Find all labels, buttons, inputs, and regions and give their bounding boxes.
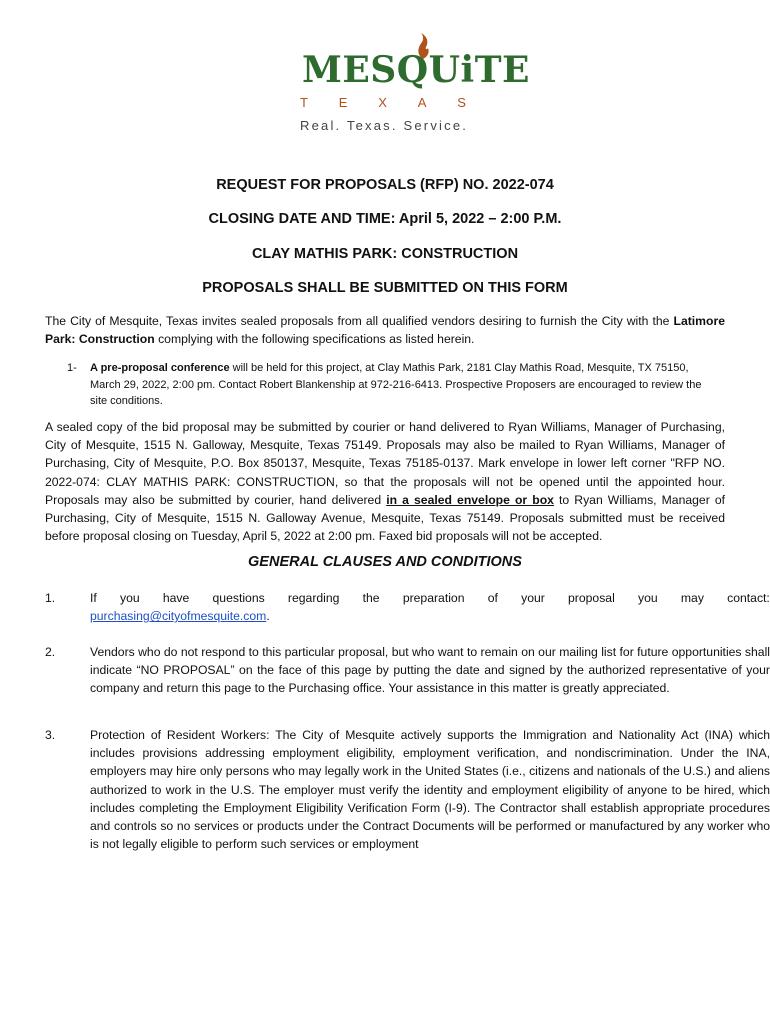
clause-word: preparation: [402, 591, 465, 605]
logo-letter: E: [338, 95, 348, 110]
clause-line: [90, 607, 770, 625]
rfp-number-heading: REQUEST FOR PROPOSALS (RFP) NO. 2022-074: [216, 177, 554, 193]
clause-word: of: [487, 591, 498, 605]
clause-word: regarding: [287, 591, 340, 605]
item-number: 1-: [67, 362, 77, 374]
logo-letter: A: [417, 95, 427, 110]
logo-letter: T: [300, 95, 308, 110]
clause-word: proposal: [568, 591, 615, 605]
sealed-envelope-note: in a sealed envelope or box: [386, 492, 554, 507]
purchasing-email-link[interactable]: purchasing@cityofmesquite.com: [90, 609, 267, 624]
item-body: will be held for this project, at Clay Mathis Park, 2181 Clay Mathis Road, Mesquite, TX 75150, March 29, 2022, 2:00 pm. Contact Robert Blankenship at 972-216-6413. Prospective Proposers are encouraged to review the site conditions.: [90, 362, 702, 407]
clause-word: If: [90, 591, 97, 605]
logo-tagline: Real. Texas. Service.: [300, 118, 469, 133]
intro-text-end: complying with the following specifications as listed herein.: [154, 332, 475, 347]
item-bold-lead: A pre-proposal conference: [90, 362, 230, 374]
clause-word: questions: [212, 591, 265, 605]
clause-word: have: [162, 591, 190, 605]
clause-number: 3.: [45, 728, 56, 742]
clause-text: Protection of Resident Workers: The City of Mesquite actively supports the Immigration and Nationality Act (INA) which includes provisions addressing employment eligibility, employment verification, and nondiscrimination. Under the INA, employers may hire only persons who may legally work in the United States (i.e., citizens and nationals of the U.S.) and aliens authorized to work in the U.S. The employer must verify the identity and employment eligibility of anyone to be hired, which includes completing the Employment Eligibility Verification Form (I-9). The Contractor shall establish appropriate procedures and controls so no services or products under the Contract Documents will be performed or manufactured by any worker who is not legally eligible to perform such services or employment: [90, 728, 770, 852]
intro-text: The City of Mesquite, Texas invites sealed proposals from all qualified vendors desiring to furnish the City with the: [45, 314, 674, 328]
city-logo: [296, 30, 530, 140]
clause-word: your: [521, 591, 545, 605]
logo-letter: S: [457, 95, 466, 110]
closing-date-heading: CLOSING DATE AND TIME: April 5, 2022 – 2:00 P.M.: [208, 211, 562, 227]
submission-paragraph: [45, 418, 725, 545]
general-clauses-heading: GENERAL CLAUSES AND CONDITIONS: [248, 554, 522, 570]
intro-project-name: Latimore Park: Construction: [45, 314, 725, 347]
clause-word: contact:: [727, 591, 770, 605]
logo-state-name: [300, 95, 466, 110]
clause-number: 1.: [45, 591, 56, 605]
submission-text-end: to Ryan Williams, Manager of Purchasing, City of Mesquite, 1515 N. Galloway Avenue, Mesquite, Texas 75149. Proposals submitted must be received before proposal closing on Tuesday, April 5, 2022 at 2:00 pm. Faxed bid proposals will not be accepted.: [45, 492, 726, 544]
clause-word: you: [638, 591, 658, 605]
clause-text: [90, 589, 770, 625]
logo-wordmark: MESQUiTE: [302, 49, 530, 91]
clause-word: the: [362, 591, 380, 605]
submission-text: A sealed copy of the bid proposal may be submitted by courier or hand delivered to Ryan Williams, Manager of Purchasing, City of Mesquite, 1515 N. Galloway, Mesquite, Texas 75149. Proposals may also be mailed to Ryan Williams, Manager of Purchasing, City of Mesquite, P.O. Box 850137, Mesquite, Texas 75185-0137. Mark envelope in lower left corner "RFP NO. 2022-074: CLAY MATHIS PARK: CONSTRUCTION, so that the proposals will not be opened until the appointed hour. Proposals may also be submitted by courier, hand delivered: [45, 420, 725, 507]
clause-line: [90, 589, 770, 607]
clause-number: 2.: [45, 645, 56, 659]
intro-paragraph: [45, 312, 725, 348]
clause-word: may: [680, 591, 704, 605]
clause-text: Vendors who do not respond to this particular proposal, but who want to remain on our mailing list for future opportunities shall indicate “NO PROPOSAL” on the face of this page by putting the date and signed by the authorized representative of your company and return this page to the Purchasing office. Your assistance in this matter is greatly appreciated.: [90, 645, 770, 696]
submission-form-heading: PROPOSALS SHALL BE SUBMITTED ON THIS FORM: [202, 280, 568, 296]
clause-period: .: [266, 609, 270, 624]
logo-letter: X: [378, 95, 387, 110]
item-text: [90, 360, 720, 410]
project-title-heading: CLAY MATHIS PARK: CONSTRUCTION: [251, 246, 519, 262]
clause-word: you: [120, 591, 140, 605]
